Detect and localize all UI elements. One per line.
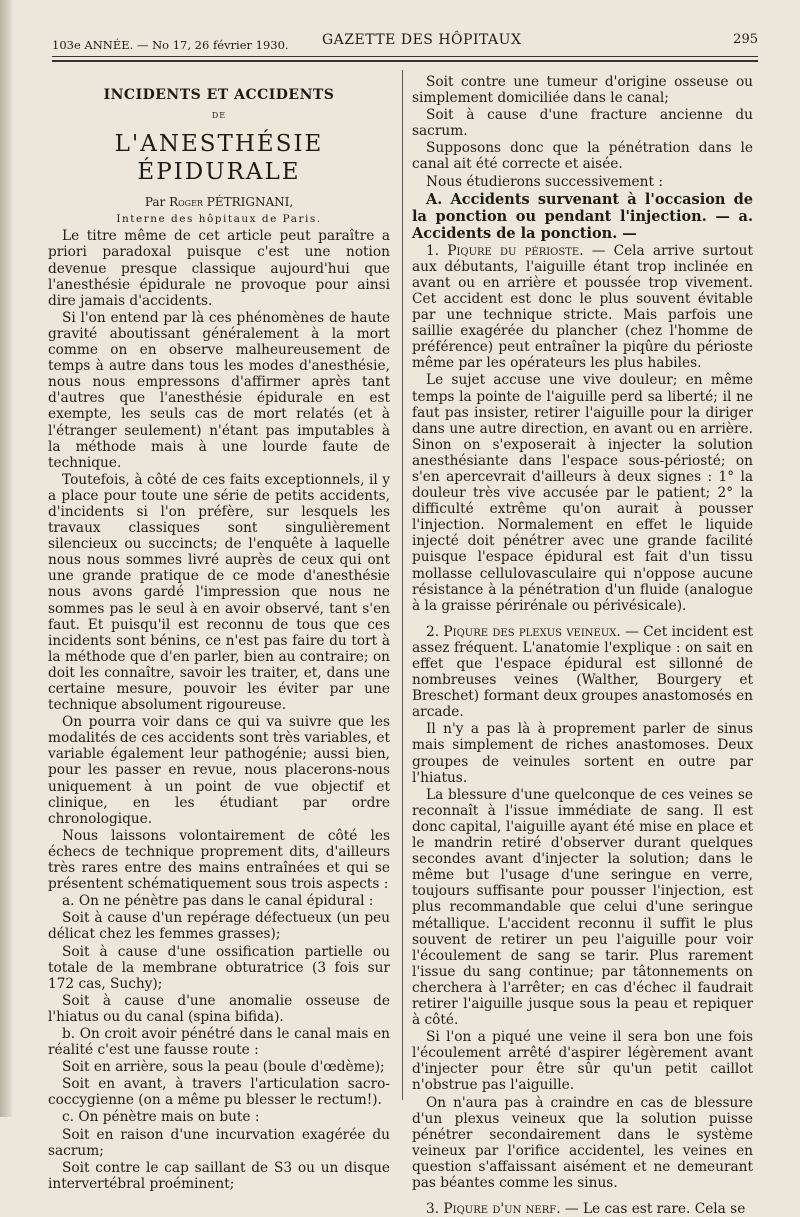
column-divider [402,70,403,1100]
item-label: 3. Piqure d'un nerf. — [426,1201,579,1217]
item-text: Cet incident est assez fréquent. L'anatomie l'explique : on sait en effet que l'espace épidural est sillonné de nombreuses veines (Walther, Bourgery et Breschet) formant deux groupes anastomosés en arcade. [412,623,753,721]
paragraph: Soit en raison d'une incurvation exagérée du sacrum; [48,1126,390,1159]
running-header [52,30,758,52]
item-label: 1. Piqure du périoste. — [426,242,606,259]
paragraph: Soit en arrière, sous la peau (boule d'œdème); [62,1059,385,1076]
paragraph: Supposons donc que la pénétration dans le canal ait été correcte et aisée. [412,140,753,173]
paragraph: Soit en avant, à travers l'articulation sacro-coccygienne (on a même pu blesser le rectum!). [48,1076,390,1109]
paragraph: Soit à cause d'une ossification partielle ou totale de la membrane obturatrice (3 fois sur 172 cas, Suchy); [48,943,390,992]
spacer [412,1192,753,1201]
paragraph: Soit à cause d'une anomalie osseuse de l'hiatus ou du canal (spina bifida). [48,992,390,1025]
page-number: 295 [733,32,758,47]
paragraph: Nous étudierons successivement : [426,173,663,190]
author-name: Roger PÉTRIGNANI, [169,195,294,210]
journal-title: GAZETTE DES HÔPITAUX [322,32,522,48]
paragraph: On pourra voir dans ce qui va suivre que les modalités de ces accidents sont très variables, et variable également leur pathogénie; aussi bien, pour les passer en revue, nous placerons-nous uniquement à un point de vue objectif et clinique, en les étudiant par ordre chronologique. [48,714,390,827]
paragraph [412,1201,753,1217]
paragraph: Soit contre une tumeur d'origine osseuse ou simplement domiciliée dans le canal; [412,74,753,107]
header-rule-thin [52,56,758,57]
paragraph: Si l'on a piqué une veine il sera bon une fois l'écoulement arrêté d'aspirer légèrement avant d'injecter pour être sûr qu'un petit caillot n'obstrue pas l'aiguille. [412,1029,753,1094]
author-prefix: Par [144,195,166,210]
section-heading: A. Accidents survenant à l'occasion de la ponction ou pendant l'injection. — a. Accidents de la ponction. — [412,190,753,242]
author-role: Interne des hôpitaux de Paris. [116,213,322,226]
article-title-line2: L'ANESTHÉSIE ÉPIDURALE [114,131,324,186]
paragraph: On n'aura pas à craindre en cas de blessure d'un plexus veineux que la solution puisse pénétrer secondairement dans le système veineux par l'orifice accidentel, les veines en question s'affaissant aisément et ne demeurant pas béantes comme les sinus. [412,1094,753,1191]
left-column [48,72,390,1192]
paragraph: Toutefois, à côté de ces faits exceptionnels, il y a place pour toute une série de petits accidents, d'incidents si l'on préfère, sur lesquels les travaux classiques sont singulièrement silencieux ou succincts; de l'enquête à laquelle nous nous sommes livré auprès de ceux qui ont une grande pratique de ce mode d'anesthésie nous avons gardé l'impression que nous ne sommes pas le seul à en avoir observé, tant s'en faut. Et puisqu'il est reconnu de tous que ces incidents sont bénins, ce n'est pas faire du tort à la méthode que d'en parler, bien au contraire; on doit les connaître, savoir les traiter, et, dans une certaine mesure, pouvoir les éviter par une technique absolument rigoureuse. [48,471,390,714]
item-label: 2. Piqure des plexus veineux. — [426,623,639,640]
paragraph: c. On pénètre mais on bute : [62,1109,260,1126]
paragraph: Il n'y a pas là à proprement parler de sinus mais simplement de riches anastomoses. Deux groupes de veinules sortent en outre par l'hiatus. [412,721,753,786]
paragraph: a. On ne pénètre pas dans le canal épidural : [62,893,374,910]
paragraph: Soit à cause d'un repérage défectueux (un peu délicat chez les femmes grasses); [48,910,390,943]
author-line [48,194,390,210]
article-title-line1: INCIDENTS ET ACCIDENTS [103,87,335,103]
issue-info: 103e ANNÉE. — No 17, 26 février 1930. [52,38,289,52]
paragraph: Le sujet accuse une vive douleur; en même temps la pointe de l'aiguille perd sa liberté; il ne faut pas insister, retirer l'aiguille pour la diriger dans une autre direction, en avant ou en arrière. Sinon on s'exposerait à injecter la solution anesthésiante dans l'espace sous-périosté; on s'en apercevrait d'ailleurs à deux signes : 1° la douleur très vive accusée par le patient; 2° la difficulté extrême qu'on aurait à pousser l'injection. Normalement en effet le liquide injecté doit pénétrer avec une grande facilité puisque l'espace épidural est fait d'un tissu mollasse cellulovasculaire qui n'oppose aucune résistance à la pénétration d'un fluide (analogue à la graisse périrénale ou périvésicale). [412,372,753,614]
page-edge-shadow [0,0,12,1117]
item-text: Le cas est rare. Cela se [582,1201,746,1217]
header-rule-thick [52,60,758,62]
paragraph: Nous laissons volontairement de côté les échecs de technique proprement dits, d'ailleurs très rares entre des mains entraînées et qui se présentent schématiquement sous trois aspects : [48,827,390,893]
article-title-de: DE [211,111,227,121]
paragraph: Le titre même de cet article peut paraître a priori paradoxal puisque c'est une notion devenue presque classique aujourd'hui que l'anesthésie épidurale ne provoque pour ainsi dire jamais d'accidents. [48,228,390,309]
item-text: Cela arrive surtout aux débutants, l'aiguille étant trop inclinée en avant ou en arrière et poussée trop vivement. Cet accident est donc le plus souvent évitable par une technique stricte. Mais parfois une saillie exagérée du plancher (chez l'homme de préférence) peut entraîner la piqûre du périoste même par les opérateurs les plus habiles. [412,242,753,372]
right-column [412,74,753,1217]
paragraph: b. On croit avoir pénétré dans le canal mais en réalité c'est une fausse route : [48,1025,390,1059]
paragraph: Soit contre le cap saillant de S3 ou un disque intervertébral proéminent; [48,1159,390,1192]
paragraph [412,624,753,721]
spacer [412,615,753,624]
paragraph: Si l'on entend par là ces phénomènes de haute gravité aboutissant généralement à la mort comme on en observe malheureusement de temps à autre dans tous les modes d'anesthésie, nous nous empressons d'affirmer après tant d'autres que l'anesthésie épidurale en est exempte, les seuls cas de mort relatés (et à l'étranger seulement) n'étant pas imputables à la méthode mais à une lourde faute de technique. [48,309,390,471]
paragraph: Soit à cause d'une fracture ancienne du sacrum. [412,107,753,140]
paragraph: La blessure d'une quelconque de ces veines se reconnaît à l'issue immédiate de sang. Il est donc capital, l'aiguille ayant été mise en place et le mandrin retiré d'observer durant quelques secondes avant d'injecter la solution; dans le même but l'usage d'une seringue en verre, toujours suffisante pour pousser l'injection, est plus recommandable que celui d'une seringue métallique. L'accident reconnu il suffit le plus souvent de retirer un peu l'aiguille pour voir l'écoulement de sang se tarir. Plus rarement l'issue du sang continue; par tâtonnements on cherchera à l'arrêter; en cas d'échec il faudrait retirer l'aiguille jusque sous la peau et repiquer à côté. [412,786,753,1029]
paragraph [412,243,753,372]
